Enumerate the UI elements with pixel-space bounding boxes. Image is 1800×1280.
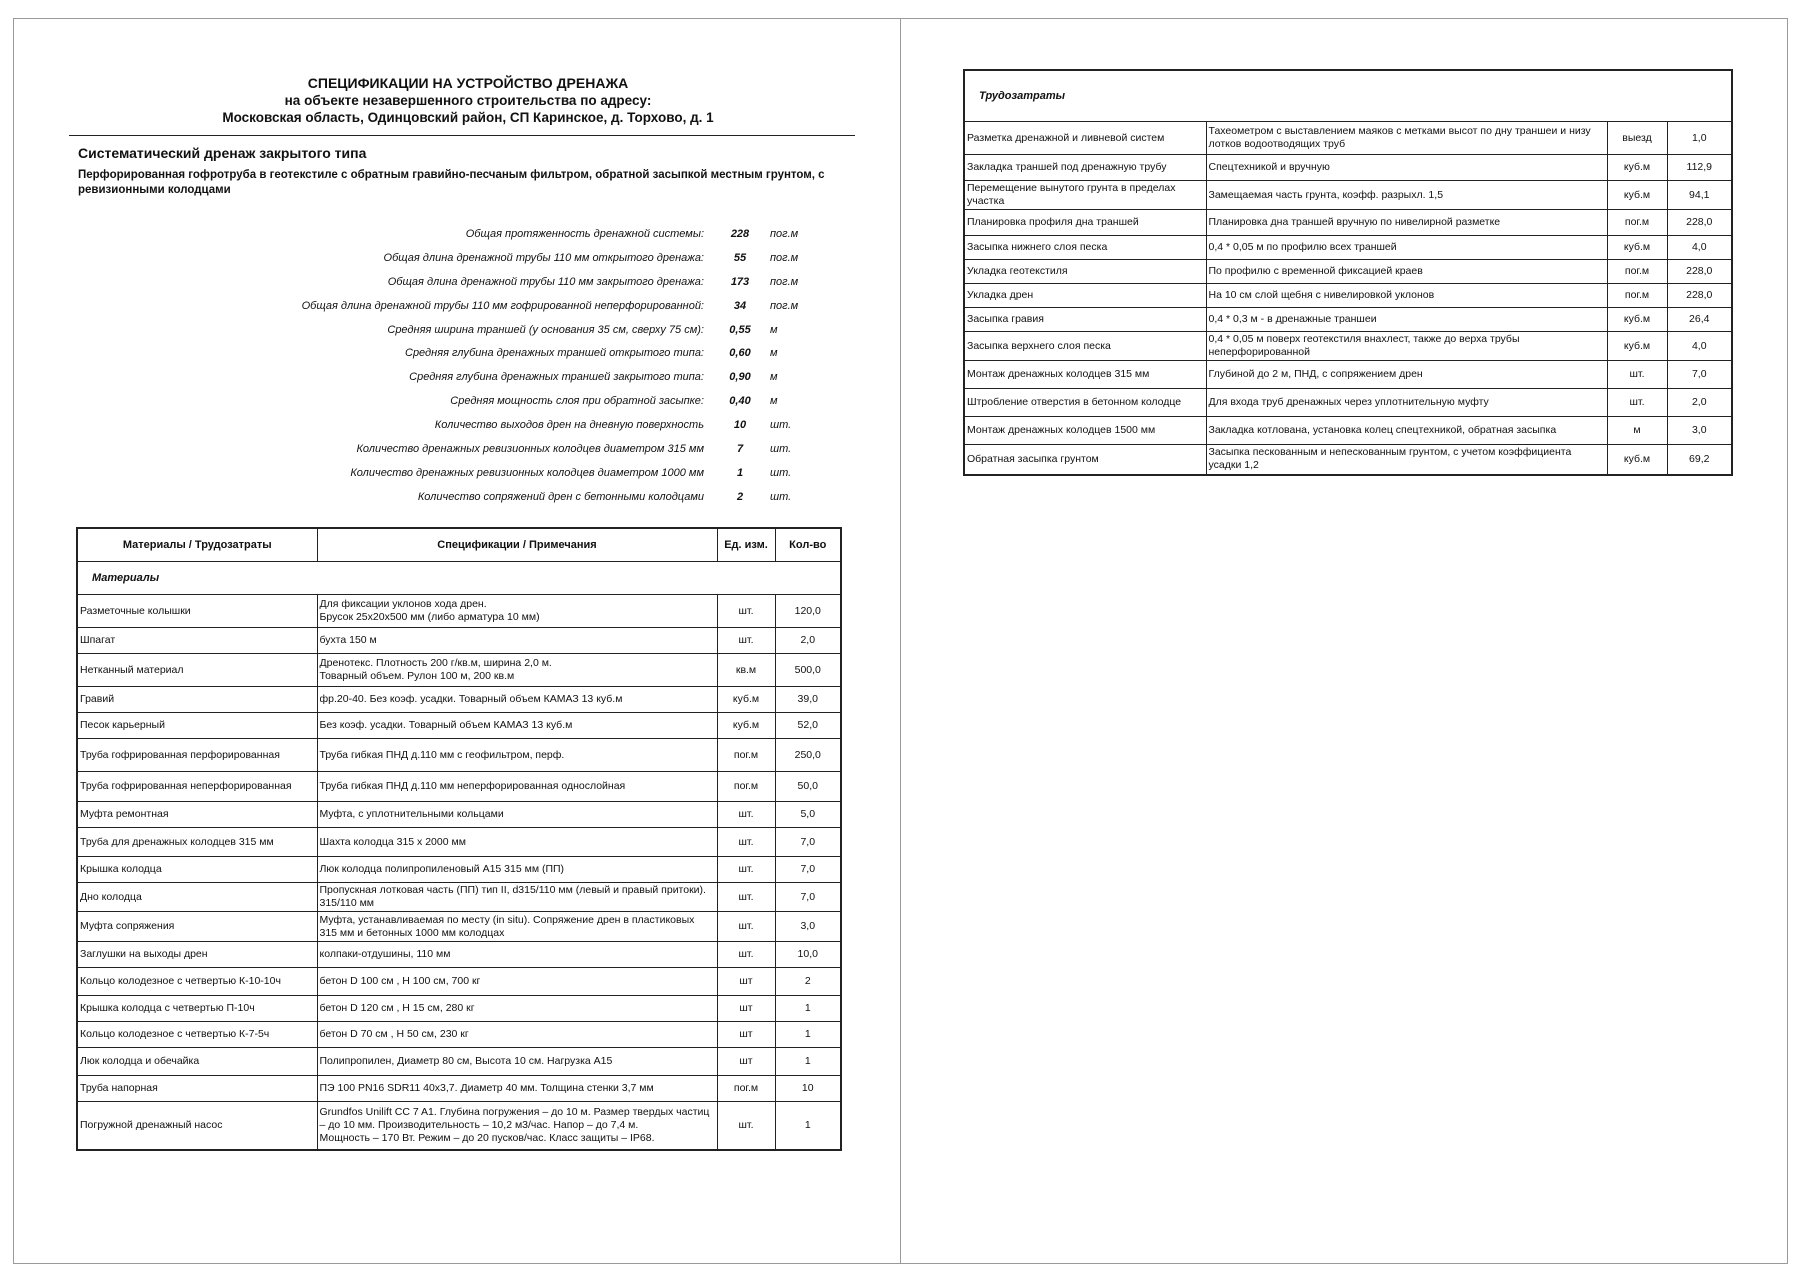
table-row xyxy=(77,1076,841,1102)
cell-unit: шт xyxy=(717,1048,775,1076)
cell-unit: шт. xyxy=(717,828,775,857)
table-row xyxy=(964,284,1732,308)
cell-qty: 1 xyxy=(775,996,841,1022)
cell-spec: 0,4 * 0,05 м поверх геотекстиля внахлест, также до верха трубы неперфорированной xyxy=(1206,332,1607,361)
cell-spec: бетон D 70 см , H 50 см, 230 кг xyxy=(317,1022,717,1048)
document-header xyxy=(84,75,852,126)
cell-unit: м xyxy=(1607,417,1667,445)
document-title: СПЕЦИФИКАЦИИ НА УСТРОЙСТВО ДРЕНАЖА xyxy=(307,75,629,91)
parameter-value: 34 xyxy=(733,299,747,312)
parameter-unit: шт. xyxy=(770,466,792,479)
cell-spec: колпаки-отдушины, 110 мм xyxy=(317,942,717,968)
cell-name: Закладка траншей под дренажную трубу xyxy=(964,155,1206,181)
cell-unit: шт. xyxy=(717,802,775,828)
cell-unit: шт xyxy=(717,968,775,996)
cell-unit: куб.м xyxy=(717,713,775,739)
cell-qty: 1 xyxy=(775,1022,841,1048)
document-subtitle: на объекте незавершенного строительства по адресу: xyxy=(284,93,652,108)
cell-name: Труба гофрированная перфорированная xyxy=(77,739,317,772)
cell-spec: Дренотекс. Плотность 200 г/кв.м, ширина 2,0 м. Товарный объем. Рулон 100 м, 200 кв.м xyxy=(317,654,717,687)
table-row xyxy=(964,122,1732,155)
parameter-unit: пог.м xyxy=(770,299,799,312)
cell-unit: куб.м xyxy=(1607,181,1667,210)
table-row xyxy=(964,361,1732,389)
column-header: Спецификации / Примечания xyxy=(317,528,717,562)
table-row xyxy=(77,687,841,713)
cell-name: Труба напорная xyxy=(77,1076,317,1102)
cell-spec: бетон D 120 см , H 15 см, 280 кг xyxy=(317,996,717,1022)
table-row xyxy=(964,181,1732,210)
parameter-label: Количество дренажных ревизионных колодцев диаметром 1000 мм xyxy=(350,466,704,479)
cell-spec: 0,4 * 0,3 м - в дренажные траншеи xyxy=(1206,308,1607,332)
cell-name: Монтаж дренажных колодцев 1500 мм xyxy=(964,417,1206,445)
cell-name: Укладка геотекстиля xyxy=(964,260,1206,284)
cell-qty: 52,0 xyxy=(775,713,841,739)
cell-name: Люк колодца и обечайка xyxy=(77,1048,317,1076)
table-row xyxy=(77,883,841,912)
table-row xyxy=(77,713,841,739)
parameter-unit: пог.м xyxy=(770,275,799,288)
cell-unit: шт. xyxy=(1607,361,1667,389)
section-description: Перфорированная гофротруба в геотекстиле с обратным гравийно-песчаным фильтром, обратной засыпкой местным грунтом, с ревизионными колодцами xyxy=(78,169,825,196)
cell-spec: Grundfos Unilift CC 7 A1. Глубина погружения – до 10 м. Размер твердых частиц – до 10 мм. Производительность – 10,2 м3/час. Напор – до 7,4 м. Мощность – 170 Вт. Режим – до 20 пусков/час. Класс защиты – IP68. xyxy=(317,1102,717,1150)
parameter-label: Количество сопряжений дрен с бетонными колодцами xyxy=(417,490,704,503)
cell-spec: Муфта, с уплотнительными кольцами xyxy=(317,802,717,828)
parameter-label: Средняя мощность слоя при обратной засыпке: xyxy=(450,395,704,408)
parameter-row xyxy=(114,365,834,389)
cell-spec: Планировка дна траншей вручную по нивелирной разметке xyxy=(1206,210,1607,236)
cell-spec: Без коэф. усадки. Товарный объем КАМАЗ 13 куб.м xyxy=(317,713,717,739)
cell-qty: 7,0 xyxy=(775,828,841,857)
parameter-row xyxy=(114,246,834,270)
cell-unit: куб.м xyxy=(1607,155,1667,181)
parameter-row xyxy=(114,341,834,365)
cell-qty: 5,0 xyxy=(775,802,841,828)
column-header: Материалы / Трудозатраты xyxy=(77,528,317,562)
cell-name: Перемещение вынутого грунта в пределах участка xyxy=(964,181,1206,210)
cell-spec: Люк колодца полипропиленовый А15 315 мм (ПП) xyxy=(317,857,717,883)
parameter-value: 0,40 xyxy=(729,395,751,408)
cell-spec: ПЭ 100 PN16 SDR11 40х3,7. Диаметр 40 мм. Толщина стенки 3,7 мм xyxy=(317,1076,717,1102)
table-row xyxy=(964,389,1732,417)
parameter-value: 1 xyxy=(736,466,744,479)
cell-unit: пог.м xyxy=(717,772,775,802)
cell-unit: шт. xyxy=(1607,389,1667,417)
parameter-label: Общая длина дренажной трубы 110 мм закрытого дренажа: xyxy=(387,275,704,288)
cell-qty: 228,0 xyxy=(1667,284,1732,308)
cell-unit: кв.м xyxy=(717,654,775,687)
table-row xyxy=(964,210,1732,236)
header-divider xyxy=(69,135,855,136)
cell-qty: 228,0 xyxy=(1667,260,1732,284)
cell-name: Укладка дрен xyxy=(964,284,1206,308)
table-row xyxy=(77,654,841,687)
parameter-row xyxy=(114,437,834,461)
cell-spec: Спецтехникой и вручную xyxy=(1206,155,1607,181)
cell-spec: Тахеометром с выставлением маяков с метками высот по дну траншеи и низу лотков водоотводящих труб xyxy=(1206,122,1607,155)
table-row xyxy=(77,996,841,1022)
cell-spec: Для фиксации уклонов хода дрен. Брусок 25х20х500 мм (либо арматура 10 мм) xyxy=(317,595,717,628)
cell-name: Засыпка верхнего слоя песка xyxy=(964,332,1206,361)
table-row xyxy=(77,1048,841,1076)
materials-table xyxy=(76,527,842,1151)
cell-qty: 2,0 xyxy=(1667,389,1732,417)
table-row xyxy=(77,1022,841,1048)
parameter-unit: шт. xyxy=(770,419,792,432)
cell-unit: пог.м xyxy=(717,1076,775,1102)
cell-unit: шт. xyxy=(717,628,775,654)
cell-name: Песок карьерный xyxy=(77,713,317,739)
parameter-value: 228 xyxy=(730,227,750,240)
cell-spec: Пропускная лотковая часть (ПП) тип II, d315/110 мм (левый и правый притоки). 315/110 мм xyxy=(317,883,717,912)
cell-qty: 94,1 xyxy=(1667,181,1732,210)
labor-table xyxy=(963,69,1733,476)
table-row xyxy=(964,236,1732,260)
cell-name: Крышка колодца с четвертью П-10ч xyxy=(77,996,317,1022)
parameter-label: Общая длина дренажной трубы 110 мм открытого дренажа: xyxy=(383,251,704,264)
parameter-row xyxy=(114,270,834,294)
cell-name: Штробление отверстия в бетонном колодце xyxy=(964,389,1206,417)
cell-qty: 39,0 xyxy=(775,687,841,713)
cell-qty: 10 xyxy=(775,1076,841,1102)
cell-name: Крышка колодца xyxy=(77,857,317,883)
cell-qty: 250,0 xyxy=(775,739,841,772)
document-address: Московская область, Одинцовский район, СП Каринское, д. Торхово, д. 1 xyxy=(222,110,714,125)
parameter-label: Общая длина дренажной трубы 110 мм гофрированной неперфорированной: xyxy=(301,299,704,312)
cell-name: Муфта ремонтная xyxy=(77,802,317,828)
cell-qty: 1 xyxy=(775,1102,841,1150)
group-label: Материалы xyxy=(77,562,841,595)
cell-qty: 1,0 xyxy=(1667,122,1732,155)
cell-unit: пог.м xyxy=(1607,210,1667,236)
cell-qty: 228,0 xyxy=(1667,210,1732,236)
parameter-unit: пог.м xyxy=(770,227,799,240)
table-row xyxy=(77,739,841,772)
parameter-unit: шт. xyxy=(770,490,792,503)
cell-name: Муфта сопряжения xyxy=(77,912,317,942)
cell-unit: куб.м xyxy=(717,687,775,713)
parameter-value: 0,60 xyxy=(729,347,751,360)
cell-qty: 10,0 xyxy=(775,942,841,968)
group-label: Трудозатраты xyxy=(964,70,1732,122)
cell-name: Погружной дренажный насос xyxy=(77,1102,317,1150)
cell-spec: Для входа труб дренажных через уплотнительную муфту xyxy=(1206,389,1607,417)
parameter-value: 10 xyxy=(733,419,747,432)
cell-unit: шт. xyxy=(717,883,775,912)
cell-unit: выезд xyxy=(1607,122,1667,155)
document-page-right xyxy=(900,18,1788,1264)
cell-unit: шт. xyxy=(717,595,775,628)
table-header-row xyxy=(77,528,841,562)
cell-name: Обратная засыпка грунтом xyxy=(964,445,1206,475)
parameter-value: 2 xyxy=(736,490,744,503)
cell-spec: бухта 150 м xyxy=(317,628,717,654)
cell-name: Шпагат xyxy=(77,628,317,654)
cell-qty: 4,0 xyxy=(1667,332,1732,361)
cell-qty: 3,0 xyxy=(775,912,841,942)
cell-qty: 120,0 xyxy=(775,595,841,628)
table-row xyxy=(77,968,841,996)
cell-unit: пог.м xyxy=(717,739,775,772)
cell-unit: куб.м xyxy=(1607,236,1667,260)
parameter-row xyxy=(114,485,834,509)
cell-unit: шт. xyxy=(717,1102,775,1150)
table-row xyxy=(77,857,841,883)
cell-qty: 112,9 xyxy=(1667,155,1732,181)
column-header: Кол-во xyxy=(775,528,841,562)
parameter-row xyxy=(114,389,834,413)
cell-unit: шт. xyxy=(717,857,775,883)
cell-spec: фр.20-40. Без коэф. усадки. Товарный объем КАМАЗ 13 куб.м xyxy=(317,687,717,713)
cell-spec: Замещаемая часть грунта, коэфф. разрыхл. 1,5 xyxy=(1206,181,1607,210)
parameter-value: 173 xyxy=(730,275,750,288)
cell-spec: Полипропилен, Диаметр 80 см, Высота 10 см. Нагрузка А15 xyxy=(317,1048,717,1076)
cell-qty: 50,0 xyxy=(775,772,841,802)
table-row xyxy=(964,332,1732,361)
cell-qty: 500,0 xyxy=(775,654,841,687)
cell-name: Заглушки на выходы дрен xyxy=(77,942,317,968)
cell-name: Нетканный материал xyxy=(77,654,317,687)
cell-qty: 69,2 xyxy=(1667,445,1732,475)
parameter-row xyxy=(114,318,834,342)
table-row xyxy=(964,260,1732,284)
parameter-unit: м xyxy=(770,347,778,360)
parameter-value: 55 xyxy=(733,251,747,264)
cell-spec: Шахта колодца 315 х 2000 мм xyxy=(317,828,717,857)
cell-name: Дно колодца xyxy=(77,883,317,912)
parameter-unit: пог.м xyxy=(770,251,799,264)
parameter-value: 0,90 xyxy=(729,371,751,384)
cell-name: Труба гофрированная неперфорированная xyxy=(77,772,317,802)
cell-unit: куб.м xyxy=(1607,308,1667,332)
parameter-unit: шт. xyxy=(770,442,792,455)
cell-qty: 26,4 xyxy=(1667,308,1732,332)
cell-name: Засыпка нижнего слоя песка xyxy=(964,236,1206,260)
parameter-row xyxy=(114,413,834,437)
cell-qty: 7,0 xyxy=(775,857,841,883)
cell-name: Труба для дренажных колодцев 315 мм xyxy=(77,828,317,857)
group-row-labor xyxy=(964,70,1732,122)
column-header: Ед. изм. xyxy=(717,528,775,562)
table-row xyxy=(77,912,841,942)
group-row-materials xyxy=(77,562,841,595)
table-row xyxy=(77,772,841,802)
cell-qty: 4,0 xyxy=(1667,236,1732,260)
table-row xyxy=(77,828,841,857)
cell-name: Разметка дренажной и ливневой систем xyxy=(964,122,1206,155)
parameter-label: Общая протяженность дренажной системы: xyxy=(465,227,704,240)
cell-name: Кольцо колодезное с четвертью К-10-10ч xyxy=(77,968,317,996)
cell-spec: Муфта, устанавливаемая по месту (in situ). Сопряжение дрен в пластиковых 315 мм и бетонных 1000 мм колодцах xyxy=(317,912,717,942)
cell-spec: По профилю с временной фиксацией краев xyxy=(1206,260,1607,284)
cell-name: Кольцо колодезное с четвертью К-7-5ч xyxy=(77,1022,317,1048)
cell-spec: бетон D 100 см , H 100 см, 700 кг xyxy=(317,968,717,996)
document-page-left xyxy=(13,18,901,1264)
cell-unit: куб.м xyxy=(1607,332,1667,361)
table-row xyxy=(964,308,1732,332)
parameter-value: 0,55 xyxy=(729,323,751,336)
parameter-label: Количество выходов дрен на дневную поверхность xyxy=(434,419,704,432)
cell-spec: На 10 см слой щебня с нивелировкой уклонов xyxy=(1206,284,1607,308)
cell-name: Планировка профиля дна траншей xyxy=(964,210,1206,236)
cell-name: Гравий xyxy=(77,687,317,713)
table-row xyxy=(964,445,1732,475)
cell-qty: 1 xyxy=(775,1048,841,1076)
cell-spec: Труба гибкая ПНД д.110 мм с геофильтром, перф. xyxy=(317,739,717,772)
cell-unit: шт xyxy=(717,996,775,1022)
cell-spec: Закладка котлована, установка колец спецтехникой, обратная засыпка xyxy=(1206,417,1607,445)
cell-spec: 0,4 * 0,05 м по профилю всех траншей xyxy=(1206,236,1607,260)
parameter-unit: м xyxy=(770,395,778,408)
cell-unit: пог.м xyxy=(1607,260,1667,284)
parameter-unit: м xyxy=(770,371,778,384)
cell-unit: шт xyxy=(717,1022,775,1048)
cell-unit: шт. xyxy=(717,912,775,942)
cell-spec: Труба гибкая ПНД д.110 мм неперфорированная однослойная xyxy=(317,772,717,802)
table-row xyxy=(77,595,841,628)
cell-unit: пог.м xyxy=(1607,284,1667,308)
cell-name: Монтаж дренажных колодцев 315 мм xyxy=(964,361,1206,389)
table-row xyxy=(964,155,1732,181)
table-row xyxy=(77,1102,841,1150)
cell-qty: 7,0 xyxy=(1667,361,1732,389)
table-row xyxy=(77,802,841,828)
cell-qty: 7,0 xyxy=(775,883,841,912)
parameter-value: 7 xyxy=(736,442,744,455)
parameter-label: Средняя глубина дренажных траншей закрытого типа: xyxy=(409,371,704,384)
cell-spec: Глубиной до 2 м, ПНД, с сопряжением дрен xyxy=(1206,361,1607,389)
cell-name: Засыпка гравия xyxy=(964,308,1206,332)
cell-name: Разметочные колышки xyxy=(77,595,317,628)
parameter-label: Средняя ширина траншей (у основания 35 см, сверху 75 см): xyxy=(387,323,704,336)
cell-qty: 2,0 xyxy=(775,628,841,654)
parameter-label: Средняя глубина дренажных траншей открытого типа: xyxy=(405,347,704,360)
parameters-list xyxy=(114,222,834,509)
cell-qty: 2 xyxy=(775,968,841,996)
section-title: Систематический дренаж закрытого типа xyxy=(78,145,367,161)
cell-spec: Засыпка пескованным и непескованным грунтом, с учетом коэффициента усадки 1,2 xyxy=(1206,445,1607,475)
cell-qty: 3,0 xyxy=(1667,417,1732,445)
parameter-label: Количество дренажных ревизионных колодцев диаметром 315 мм xyxy=(356,442,704,455)
cell-unit: куб.м xyxy=(1607,445,1667,475)
table-row xyxy=(964,417,1732,445)
table-row xyxy=(77,628,841,654)
parameter-unit: м xyxy=(770,323,778,336)
parameter-row xyxy=(114,294,834,318)
cell-unit: шт. xyxy=(717,942,775,968)
parameter-row xyxy=(114,461,834,485)
parameter-row xyxy=(114,222,834,246)
table-row xyxy=(77,942,841,968)
